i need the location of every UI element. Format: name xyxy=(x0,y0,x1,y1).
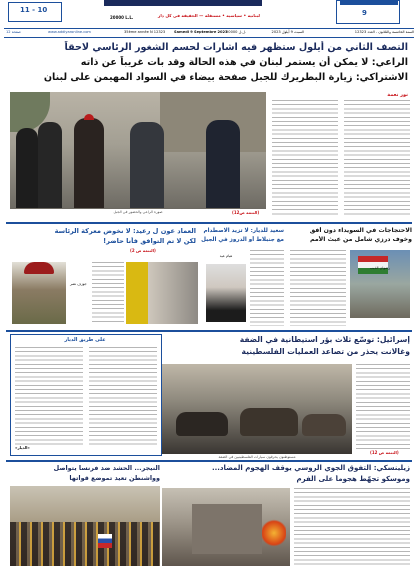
row2-middle-headline-1: سعيد للديار: لا تزيد الاصطدام xyxy=(203,228,284,234)
ukraine-photo xyxy=(162,488,290,566)
masthead-logo-band xyxy=(104,0,262,6)
masthead-logo-strip xyxy=(340,0,398,5)
burnt-car-1 xyxy=(176,412,228,436)
row3-top-rule xyxy=(6,330,412,332)
burnt-car-3 xyxy=(302,414,346,436)
row2-right-photo-label: رضوان الذيب xyxy=(370,266,390,270)
israel-headline-1: إسرائيل: توسّع ثلاث بؤر استيطانية في الضفة xyxy=(239,335,410,344)
lead-body xyxy=(270,92,410,218)
lead-photo-person-4 xyxy=(130,122,164,208)
lead-photo-person-3 xyxy=(74,118,104,208)
row2-right-photo xyxy=(350,250,410,318)
lead-photo-red-cap xyxy=(84,114,94,120)
row2-middle-photo-label: هيام عيد xyxy=(219,254,233,258)
side-column-box xyxy=(10,334,162,456)
masthead-left-box-text: 11 - 10 xyxy=(20,6,48,14)
row2-right-body xyxy=(290,250,346,326)
info-strip-bottom-rule xyxy=(4,37,414,38)
row2-right-headline-2: وخوف درزي شامل من عبث الأمم xyxy=(310,236,412,243)
burnt-car-2 xyxy=(240,408,298,436)
flag-russia xyxy=(98,534,112,548)
main-headline-2: الراعي: لا يمكن أن يستمر لبنان في هذه الحالة وقد بات غريباً عن ذاته xyxy=(80,57,408,68)
lead-photo-caption: صورة الراعي والحضور في الجبل xyxy=(113,210,163,214)
row2-left-headline-1: العماد عون ل رعيد: لا نخوض معركة الرئاسة xyxy=(54,227,196,235)
info-pages: 12 صفحة xyxy=(6,30,21,34)
fire xyxy=(262,518,286,548)
masthead xyxy=(0,0,418,24)
row2-middle-headline-2: مع جنبلاط أو الدروز في الجبل xyxy=(201,237,284,243)
row2-left-photo-1-label: جوزف نصر xyxy=(70,282,87,286)
main-headline-3: الاشتراكي: زيارة البطريرك للجبل صفحة بيضاء في السواد المهيمن على لبنان xyxy=(43,72,408,83)
niger-headline-1: النيجر... الحشد ضد فرنسا يتواصل xyxy=(53,464,160,472)
row4-top-rule xyxy=(6,460,412,462)
crowd xyxy=(10,522,160,566)
info-date-fr: Samedi 9 Septembre 2023 xyxy=(174,30,228,34)
lead-photo xyxy=(10,92,266,209)
israel-photo xyxy=(162,364,352,454)
info-strip xyxy=(4,30,414,36)
side-column-body-2 xyxy=(15,347,83,445)
row2-left-body xyxy=(92,262,124,324)
israel-continued: (التتمة ص 12) xyxy=(370,450,399,455)
side-column-title: على طريق الديار xyxy=(64,337,106,343)
row2-right-headline-1: الاحتجاجات في السويداء دون أفق xyxy=(309,227,412,234)
lead-continued: (التتمة ص12) xyxy=(232,210,260,215)
row2-left-photo-1 xyxy=(12,262,66,324)
row2-left-photo-2 xyxy=(126,262,198,324)
lead-body-col-1 xyxy=(344,100,410,216)
lead-photo-person-1 xyxy=(16,128,38,208)
israel-body xyxy=(356,364,410,450)
israel-headline-2: وغالانت يحذر من تصاعد العمليات الفلسطينية xyxy=(241,347,410,356)
yellow-flag xyxy=(126,262,148,324)
info-year: السنة الخامسة والثلاثون - العدد 12323 xyxy=(354,30,414,34)
damaged-building xyxy=(192,504,262,554)
lead-kicker: نور نعمة xyxy=(387,92,408,98)
niger-photo xyxy=(10,486,160,566)
row2-left-headline-2: لكن لا تم التوافق فأنا حاضر! xyxy=(103,237,196,245)
side-column-signature: «الديار» xyxy=(15,445,30,450)
lead-photo-person-5 xyxy=(206,120,240,208)
lead-photo-person-2 xyxy=(38,122,62,208)
info-website: www.addiyaronline.com xyxy=(48,30,91,34)
info-strip-top-rule xyxy=(4,28,414,29)
side-column-body-1 xyxy=(89,347,157,445)
masthead-price: 20000 L.L. xyxy=(110,15,134,20)
ukraine-headline-1: زيلينسكي: التفوق الجوي الروسي يوقف الهجوم المضاد... xyxy=(211,464,410,472)
row2-continued: (التتمة ص 2) xyxy=(130,248,156,253)
military-beret xyxy=(24,262,54,274)
israel-photo-caption: مستوطنون يحرقون سيارات الفلسطينيين في الضفة xyxy=(218,455,296,459)
ukraine-headline-2: وموسكو تجهّط هجوماً على الفرم xyxy=(296,475,410,483)
info-date-ar: السبت 9 أيلول 2023 xyxy=(271,30,304,34)
masthead-right-box-text: 9 xyxy=(362,9,367,17)
info-price-ar: 20000 ل.ل. xyxy=(226,30,247,34)
info-issue: 35ème année N 12323 xyxy=(124,30,166,34)
row2-top-rule xyxy=(6,222,412,224)
main-headline-1: التصف الثاني من أيلول ستظهر فيه اشارات لحسم الشغور الرئاسي لاحقاً xyxy=(64,42,408,53)
niger-headline-2: وواشنطن تعيد تموضع قواتها xyxy=(69,474,160,482)
ukraine-body xyxy=(294,488,410,566)
lead-body-col-2 xyxy=(272,100,338,216)
row2-middle-photo xyxy=(206,264,246,322)
row2-middle-body xyxy=(250,250,284,326)
masthead-slogan: لبنانية • سياسية • مستقلة — الحقيقة في كل دار xyxy=(157,13,260,18)
